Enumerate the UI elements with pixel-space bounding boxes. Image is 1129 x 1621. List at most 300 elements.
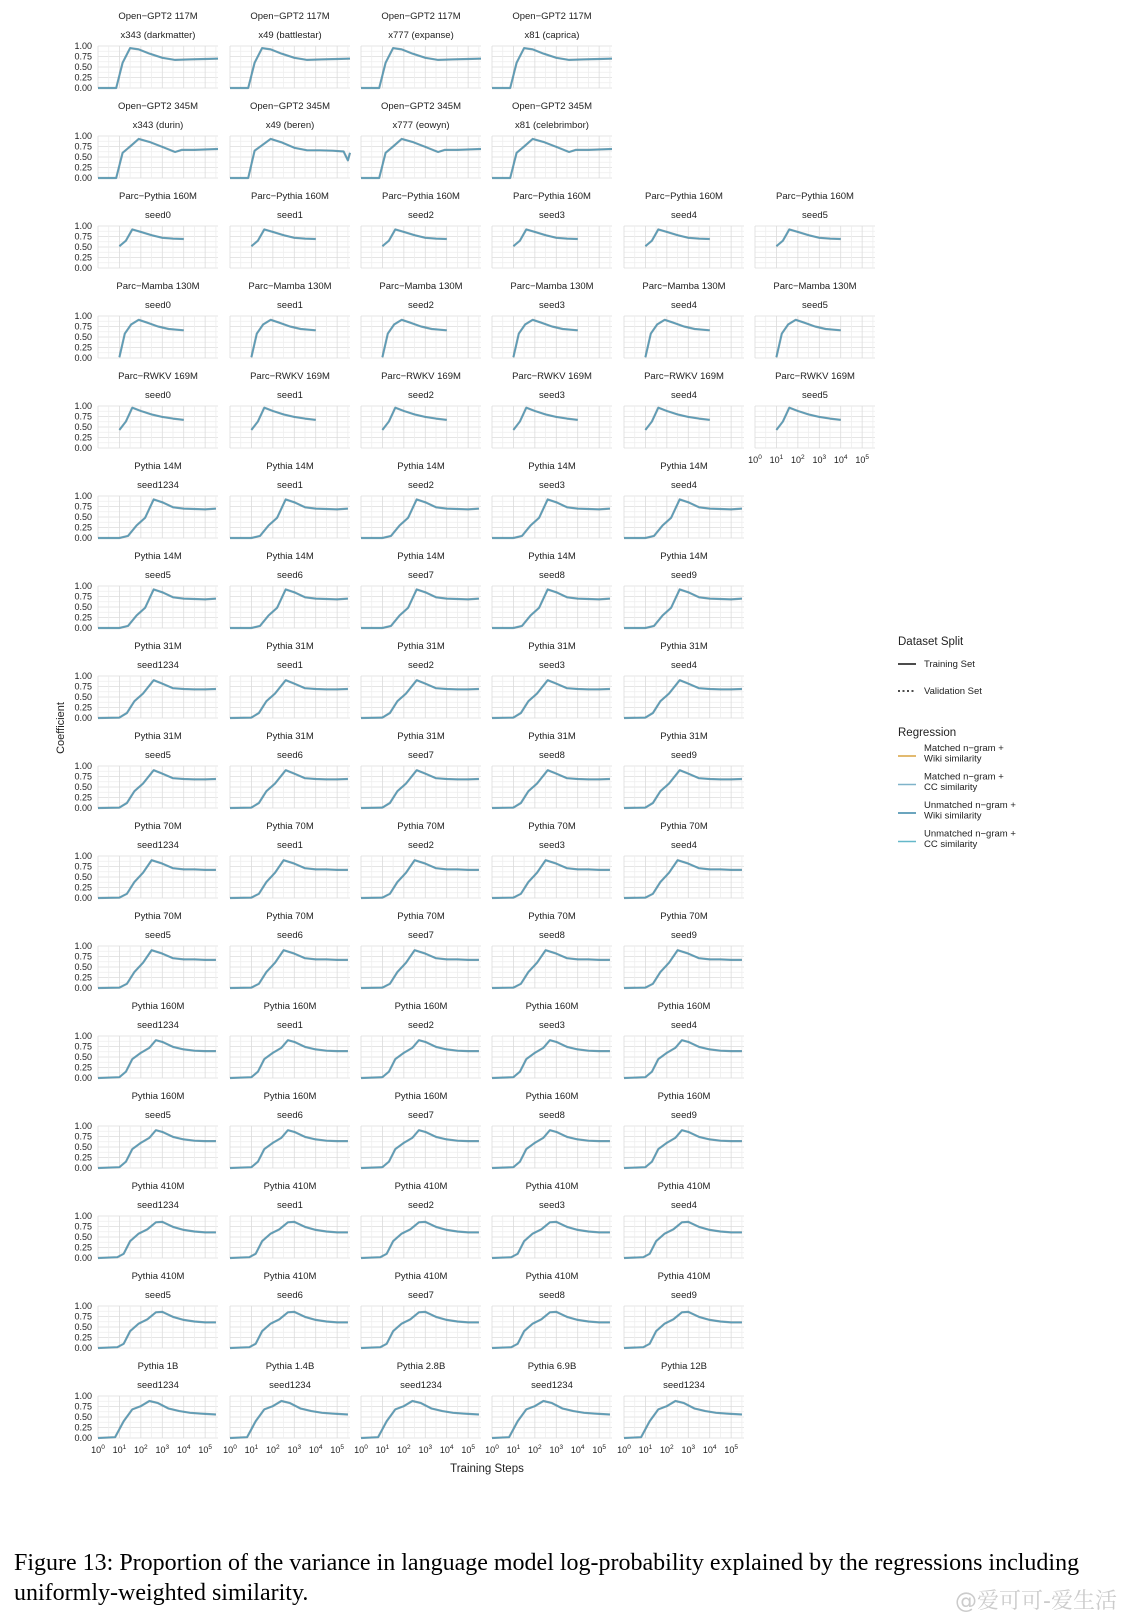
panel-seed-label: x343 (darkmatter) bbox=[120, 30, 196, 41]
y-tick-label: 1.00 bbox=[74, 131, 92, 141]
panel-seed-label: seed4 bbox=[671, 1020, 697, 1031]
y-tick-label: 0.50 bbox=[74, 692, 92, 702]
y-tick-label: 1.00 bbox=[74, 1211, 92, 1221]
panel-model-label: Pythia 410M bbox=[525, 1181, 579, 1192]
panel-model-label: Parc−Pythia 160M bbox=[119, 191, 197, 202]
panel-model-label: Pythia 14M bbox=[266, 461, 314, 472]
y-tick-label: 0.25 bbox=[74, 972, 92, 983]
facet-panel bbox=[230, 551, 350, 628]
facet-panel bbox=[492, 191, 612, 268]
y-tick-label: 0.75 bbox=[74, 321, 92, 332]
facet-panel bbox=[624, 281, 744, 358]
panel-model-label: Pythia 70M bbox=[134, 821, 182, 832]
panel-model-label: Pythia 70M bbox=[528, 911, 576, 922]
panel-model-label: Pythia 160M bbox=[525, 1001, 579, 1012]
y-tick-label: 1.00 bbox=[74, 1031, 92, 1041]
x-tick-label: $10^4$ bbox=[439, 1444, 454, 1455]
panel-seed-label: seed7 bbox=[408, 1110, 434, 1121]
facet-panel bbox=[230, 11, 350, 88]
panel-model-label: Pythia 410M bbox=[131, 1271, 185, 1282]
panel-model-label: Pythia 70M bbox=[266, 911, 314, 922]
panel-seed-label: seed8 bbox=[539, 570, 565, 581]
y-tick-label: 0.00 bbox=[74, 1343, 92, 1353]
panel-model-label: Parc−Mamba 130M bbox=[773, 281, 857, 292]
panel-model-label: Parc−RWKV 169M bbox=[250, 371, 330, 382]
y-tick-label: 1.00 bbox=[74, 1121, 92, 1131]
legend-regression-label: Wiki similarity bbox=[924, 810, 982, 822]
legend-regression-label: Matched n−gram + bbox=[924, 743, 1004, 754]
panel-model-label: Pythia 410M bbox=[394, 1181, 448, 1192]
y-tick-label: 0.50 bbox=[74, 872, 92, 882]
y-tick-label: 0.00 bbox=[74, 893, 92, 903]
panel-model-label: Pythia 410M bbox=[263, 1271, 317, 1282]
y-tick-label: 0.75 bbox=[74, 861, 92, 872]
y-tick-label: 0.00 bbox=[74, 803, 92, 813]
facet-panel bbox=[230, 821, 350, 898]
facet-panel bbox=[492, 281, 612, 358]
panel-model-label: Parc−Mamba 130M bbox=[642, 281, 726, 292]
y-tick-label: 0.75 bbox=[74, 501, 92, 512]
facet-row bbox=[74, 371, 875, 453]
panel-model-label: Pythia 31M bbox=[397, 641, 445, 652]
facet-panel bbox=[492, 1091, 612, 1168]
facet-panel bbox=[361, 101, 481, 178]
facet-panel bbox=[98, 641, 218, 718]
panel-seed-label: seed2 bbox=[408, 660, 434, 671]
x-tick-label: $10^4$ bbox=[833, 454, 848, 465]
y-tick-label: 1.00 bbox=[74, 491, 92, 501]
facet-panel bbox=[361, 1001, 481, 1078]
facet-row bbox=[74, 1181, 744, 1263]
panel-model-label: Pythia 31M bbox=[266, 731, 314, 742]
facet-panel bbox=[492, 1181, 612, 1258]
y-tick-label: 1.00 bbox=[74, 1301, 92, 1311]
panel-seed-label: x49 (beren) bbox=[265, 120, 315, 131]
y-tick-label: 0.75 bbox=[74, 1221, 92, 1232]
facet-panel bbox=[98, 11, 218, 88]
facet-panel bbox=[98, 1001, 218, 1078]
facet-panel bbox=[230, 1001, 350, 1078]
y-tick-label: 0.50 bbox=[74, 242, 92, 252]
y-tick-label: 0.00 bbox=[74, 1073, 92, 1083]
facet-row bbox=[74, 551, 744, 633]
panel-seed-label: seed7 bbox=[408, 570, 434, 581]
panel-model-label: Pythia 70M bbox=[660, 911, 708, 922]
panel-model-label: Pythia 12B bbox=[661, 1361, 707, 1372]
panel-seed-label: seed2 bbox=[408, 300, 434, 311]
panel-seed-label: seed1 bbox=[277, 210, 303, 221]
facet-panel bbox=[361, 731, 481, 808]
facet-panel bbox=[98, 911, 218, 988]
facet-panel bbox=[492, 371, 612, 448]
facet-panel bbox=[755, 191, 875, 268]
y-tick-label: 0.75 bbox=[74, 141, 92, 152]
facet-panel bbox=[624, 1271, 744, 1348]
y-tick-label: 0.00 bbox=[74, 1163, 92, 1173]
facet-panel bbox=[98, 461, 218, 538]
facet-panel bbox=[624, 1001, 744, 1078]
panel-model-label: Pythia 160M bbox=[657, 1001, 711, 1012]
x-tick-label: $10^0$ bbox=[223, 1444, 237, 1455]
legend-split-label: Validation Set bbox=[924, 686, 982, 697]
y-tick-label: 0.75 bbox=[74, 1131, 92, 1142]
facet-row bbox=[74, 101, 612, 183]
panel-model-label: Pythia 410M bbox=[263, 1181, 317, 1192]
facet-panel bbox=[361, 911, 481, 988]
y-tick-label: 0.75 bbox=[74, 1311, 92, 1322]
facet-panel bbox=[361, 1361, 481, 1438]
facet-panel bbox=[755, 281, 875, 358]
facet-panel bbox=[492, 641, 612, 718]
y-tick-label: 0.25 bbox=[74, 72, 92, 83]
panel-model-label: Open−GPT2 345M bbox=[511, 101, 593, 112]
panel-model-label: Pythia 14M bbox=[528, 551, 576, 562]
panel-seed-label: seed1234 bbox=[137, 660, 179, 671]
facet-panel bbox=[624, 731, 744, 808]
panel-model-label: Pythia 410M bbox=[131, 1181, 185, 1192]
facet-panel bbox=[755, 371, 875, 448]
legend-regression-label: CC similarity bbox=[924, 782, 978, 793]
y-tick-label: 0.75 bbox=[74, 591, 92, 602]
panel-seed-label: seed6 bbox=[277, 1110, 303, 1121]
panel-model-label: Pythia 70M bbox=[397, 911, 445, 922]
y-tick-label: 0.75 bbox=[74, 1401, 92, 1412]
facet-panel bbox=[624, 1091, 744, 1168]
facet-panel bbox=[624, 1361, 744, 1438]
facet-panel bbox=[624, 551, 744, 628]
panel-model-label: Pythia 14M bbox=[397, 461, 445, 472]
panel-seed-label: seed1234 bbox=[663, 1380, 705, 1391]
x-tick-label: $10^3$ bbox=[549, 1444, 564, 1455]
panel-seed-label: seed5 bbox=[802, 390, 828, 401]
panel-seed-label: seed7 bbox=[408, 930, 434, 941]
panel-model-label: Parc−RWKV 169M bbox=[644, 371, 724, 382]
x-tick-label: $10^2$ bbox=[660, 1444, 674, 1455]
y-tick-label: 0.00 bbox=[74, 1253, 92, 1263]
facet-panel bbox=[230, 281, 350, 358]
panel-seed-label: seed3 bbox=[539, 210, 565, 221]
x-tick-label: $10^2$ bbox=[397, 1444, 411, 1455]
panel-model-label: Pythia 160M bbox=[657, 1091, 711, 1102]
y-tick-label: 0.50 bbox=[74, 1322, 92, 1332]
panel-model-label: Open−GPT2 117M bbox=[118, 11, 198, 22]
y-tick-label: 0.25 bbox=[74, 792, 92, 803]
panel-model-label: Pythia 14M bbox=[397, 551, 445, 562]
y-tick-label: 0.50 bbox=[74, 332, 92, 342]
y-tick-label: 0.00 bbox=[74, 623, 92, 633]
panel-model-label: Parc−Mamba 130M bbox=[248, 281, 332, 292]
panel-model-label: Open−GPT2 345M bbox=[249, 101, 331, 112]
facet-row bbox=[74, 191, 875, 273]
facet-panel bbox=[492, 551, 612, 628]
x-tick-label: $10^0$ bbox=[354, 1444, 368, 1455]
x-tick-label: $10^1$ bbox=[506, 1444, 521, 1455]
panel-seed-label: seed4 bbox=[671, 390, 697, 401]
panel-seed-label: seed1 bbox=[277, 480, 303, 491]
panel-seed-label: seed1234 bbox=[531, 1380, 573, 1391]
panel-seed-label: seed2 bbox=[408, 840, 434, 851]
facet-panel bbox=[361, 1271, 481, 1348]
y-tick-label: 0.75 bbox=[74, 411, 92, 422]
facet-panel bbox=[230, 641, 350, 718]
y-tick-label: 0.50 bbox=[74, 1142, 92, 1152]
y-tick-label: 1.00 bbox=[74, 761, 92, 771]
y-tick-label: 0.75 bbox=[74, 771, 92, 782]
y-tick-label: 0.25 bbox=[74, 882, 92, 893]
y-tick-label: 0.75 bbox=[74, 951, 92, 962]
panel-model-label: Pythia 410M bbox=[525, 1271, 579, 1282]
facet-row bbox=[74, 1361, 744, 1443]
panel-seed-label: seed3 bbox=[539, 1200, 565, 1211]
panel-model-label: Pythia 31M bbox=[266, 641, 314, 652]
facet-panel bbox=[492, 1271, 612, 1348]
y-tick-label: 0.50 bbox=[74, 1052, 92, 1062]
panel-seed-label: seed1 bbox=[277, 660, 303, 671]
y-tick-label: 0.25 bbox=[74, 342, 92, 353]
panel-seed-label: seed4 bbox=[671, 1200, 697, 1211]
y-tick-label: 0.00 bbox=[74, 983, 92, 993]
panel-seed-label: seed4 bbox=[671, 480, 697, 491]
facet-panel bbox=[230, 1181, 350, 1258]
y-tick-label: 0.25 bbox=[74, 162, 92, 173]
y-tick-label: 0.25 bbox=[74, 1152, 92, 1163]
facet-panel bbox=[98, 1091, 218, 1168]
y-tick-label: 0.75 bbox=[74, 1041, 92, 1052]
panel-seed-label: x777 (expanse) bbox=[388, 30, 454, 41]
x-tick-label: $10^5$ bbox=[592, 1444, 606, 1455]
panel-seed-label: seed8 bbox=[539, 1290, 565, 1301]
panel-model-label: Pythia 70M bbox=[397, 821, 445, 832]
panel-model-label: Parc−Pythia 160M bbox=[382, 191, 460, 202]
panel-seed-label: seed0 bbox=[145, 300, 171, 311]
facet-panel bbox=[361, 1091, 481, 1168]
y-tick-label: 0.25 bbox=[74, 432, 92, 443]
legend-regression-label: CC similarity bbox=[924, 839, 978, 850]
panel-seed-label: seed1234 bbox=[137, 1200, 179, 1211]
panel-seed-label: seed1 bbox=[277, 300, 303, 311]
facet-row bbox=[74, 281, 875, 363]
panel-model-label: Pythia 70M bbox=[134, 911, 182, 922]
facet-panel bbox=[230, 731, 350, 808]
legend bbox=[898, 636, 1016, 850]
y-tick-label: 0.50 bbox=[74, 422, 92, 432]
facet-panel bbox=[230, 371, 350, 448]
panel-seed-label: seed9 bbox=[671, 930, 697, 941]
x-tick-label: $10^1$ bbox=[244, 1444, 259, 1455]
panel-seed-label: seed6 bbox=[277, 750, 303, 761]
x-tick-label: $10^5$ bbox=[198, 1444, 212, 1455]
x-tick-label: $10^4$ bbox=[308, 1444, 323, 1455]
facet-panel bbox=[492, 821, 612, 898]
facet-row bbox=[74, 1271, 744, 1353]
panel-seed-label: seed5 bbox=[145, 1290, 171, 1301]
x-axis-title: Training Steps bbox=[450, 1463, 524, 1475]
facet-panel bbox=[230, 1361, 350, 1438]
panel-seed-label: seed5 bbox=[145, 930, 171, 941]
facet-panel bbox=[624, 191, 744, 268]
y-tick-label: 1.00 bbox=[74, 671, 92, 681]
facet-panel bbox=[361, 371, 481, 448]
facet-panel bbox=[98, 101, 218, 178]
panel-seed-label: seed2 bbox=[408, 210, 434, 221]
facet-panel bbox=[624, 461, 744, 538]
panel-model-label: Pythia 160M bbox=[394, 1001, 448, 1012]
facet-panel bbox=[492, 911, 612, 988]
y-tick-label: 0.25 bbox=[74, 522, 92, 533]
facet-panel bbox=[230, 461, 350, 538]
facet-row bbox=[74, 461, 744, 543]
panel-model-label: Pythia 410M bbox=[657, 1271, 711, 1282]
panel-seed-label: seed1234 bbox=[137, 480, 179, 491]
y-tick-label: 0.00 bbox=[74, 83, 92, 93]
watermark: @爱可可-爱生活 bbox=[955, 1589, 1117, 1614]
panel-model-label: Pythia 31M bbox=[660, 731, 708, 742]
panel-model-label: Pythia 70M bbox=[660, 821, 708, 832]
legend-regression-label: Unmatched n−gram + bbox=[924, 828, 1016, 840]
facet-panel bbox=[492, 461, 612, 538]
panel-seed-label: x49 (battlestar) bbox=[258, 30, 322, 41]
y-axis-title: Coefficient bbox=[55, 702, 67, 754]
y-tick-label: 0.25 bbox=[74, 1422, 92, 1433]
facet-panel bbox=[624, 641, 744, 718]
panel-model-label: Parc−Pythia 160M bbox=[513, 191, 591, 202]
panel-seed-label: seed3 bbox=[539, 840, 565, 851]
panel-seed-label: seed4 bbox=[671, 210, 697, 221]
legend-regression-label: Unmatched n−gram + bbox=[924, 800, 1016, 811]
y-tick-label: 0.50 bbox=[74, 1412, 92, 1422]
panel-seed-label: x81 (celebrimbor) bbox=[515, 120, 589, 131]
panel-model-label: Pythia 31M bbox=[134, 641, 182, 652]
panel-seed-label: seed3 bbox=[539, 660, 565, 671]
facet-panel bbox=[624, 821, 744, 898]
panel-seed-label: seed5 bbox=[145, 750, 171, 761]
x-tick-label: $10^0$ bbox=[91, 1444, 105, 1455]
panel-model-label: Open−GPT2 117M bbox=[381, 11, 461, 22]
x-tick-label: $10^1$ bbox=[769, 454, 784, 465]
facet-row bbox=[74, 11, 612, 93]
x-tick-label: $10^5$ bbox=[461, 1444, 475, 1455]
panel-model-label: Parc−RWKV 169M bbox=[775, 371, 855, 382]
y-tick-label: 0.75 bbox=[74, 681, 92, 692]
panel-seed-label: seed8 bbox=[539, 750, 565, 761]
panel-model-label: Pythia 160M bbox=[263, 1001, 317, 1012]
x-tick-label: $10^3$ bbox=[812, 454, 827, 465]
panel-model-label: Open−GPT2 117M bbox=[250, 11, 330, 22]
panel-model-label: Pythia 160M bbox=[131, 1091, 185, 1102]
y-tick-label: 0.00 bbox=[74, 353, 92, 363]
y-tick-label: 0.50 bbox=[74, 62, 92, 72]
facet-row bbox=[74, 731, 744, 813]
y-tick-label: 0.00 bbox=[74, 443, 92, 453]
panel-model-label: Pythia 70M bbox=[266, 821, 314, 832]
facet-panel bbox=[492, 11, 612, 88]
panel-seed-label: seed5 bbox=[802, 300, 828, 311]
facet-panel bbox=[230, 1271, 350, 1348]
panel-model-label: Pythia 160M bbox=[525, 1091, 579, 1102]
panel-seed-label: seed0 bbox=[145, 210, 171, 221]
panel-model-label: Pythia 410M bbox=[394, 1271, 448, 1282]
y-tick-label: 0.25 bbox=[74, 252, 92, 263]
x-tick-label: $10^4$ bbox=[702, 1444, 717, 1455]
facet-panel bbox=[361, 551, 481, 628]
x-tick-label: $10^3$ bbox=[155, 1444, 170, 1455]
panel-model-label: Pythia 2.8B bbox=[396, 1361, 446, 1372]
panel-seed-label: seed5 bbox=[145, 570, 171, 581]
panel-model-label: Parc−Mamba 130M bbox=[379, 281, 463, 292]
facet-panel bbox=[98, 1361, 218, 1438]
panel-model-label: Pythia 160M bbox=[394, 1091, 448, 1102]
legend-split-label: Training Set bbox=[924, 659, 975, 670]
facet-panel bbox=[361, 641, 481, 718]
y-tick-label: 1.00 bbox=[74, 581, 92, 591]
figure-caption: Figure 13: Proportion of the variance in language model log-probability explained by the regressions including uniformly-weighted similarity. bbox=[14, 1550, 1080, 1606]
panel-model-label: Open−GPT2 345M bbox=[380, 101, 462, 112]
panel-seed-label: seed9 bbox=[671, 1290, 697, 1301]
x-tick-label: $10^1$ bbox=[638, 1444, 653, 1455]
y-tick-label: 0.75 bbox=[74, 231, 92, 242]
panel-seed-label: seed9 bbox=[671, 570, 697, 581]
facet-panel bbox=[98, 731, 218, 808]
facet-panel bbox=[624, 371, 744, 448]
y-tick-label: 0.00 bbox=[74, 263, 92, 273]
panel-seed-label: seed5 bbox=[145, 1110, 171, 1121]
x-tick-label: $10^0$ bbox=[748, 454, 762, 465]
panel-model-label: Open−GPT2 345M bbox=[117, 101, 199, 112]
facet-panel bbox=[361, 11, 481, 88]
facet-panel bbox=[230, 911, 350, 988]
panel-seed-label: seed3 bbox=[539, 1020, 565, 1031]
y-tick-label: 0.50 bbox=[74, 602, 92, 612]
y-tick-label: 0.50 bbox=[74, 512, 92, 522]
panel-seed-label: seed4 bbox=[671, 840, 697, 851]
panel-model-label: Pythia 410M bbox=[657, 1181, 711, 1192]
panel-seed-label: seed8 bbox=[539, 1110, 565, 1121]
panel-seed-label: seed1 bbox=[277, 1020, 303, 1031]
y-tick-label: 0.00 bbox=[74, 173, 92, 183]
facet-panel bbox=[230, 191, 350, 268]
y-tick-label: 0.25 bbox=[74, 1062, 92, 1073]
panel-seed-label: seed3 bbox=[539, 480, 565, 491]
y-tick-label: 1.00 bbox=[74, 1391, 92, 1401]
y-tick-label: 1.00 bbox=[74, 311, 92, 321]
panel-model-label: Parc−RWKV 169M bbox=[512, 371, 592, 382]
panel-seed-label: seed5 bbox=[802, 210, 828, 221]
y-tick-label: 1.00 bbox=[74, 221, 92, 231]
panel-model-label: Open−GPT2 117M bbox=[512, 11, 592, 22]
facet-panel bbox=[624, 1181, 744, 1258]
y-tick-label: 0.00 bbox=[74, 713, 92, 723]
y-tick-label: 1.00 bbox=[74, 851, 92, 861]
panel-model-label: Pythia 6.9B bbox=[527, 1361, 577, 1372]
y-tick-label: 0.25 bbox=[74, 702, 92, 713]
facet-panel bbox=[230, 1091, 350, 1168]
x-tick-label: $10^4$ bbox=[570, 1444, 585, 1455]
panel-model-label: Pythia 31M bbox=[528, 731, 576, 742]
panel-seed-label: seed1 bbox=[277, 390, 303, 401]
panel-seed-label: seed3 bbox=[539, 300, 565, 311]
facet-row bbox=[74, 1001, 744, 1083]
y-tick-label: 0.25 bbox=[74, 1332, 92, 1343]
panel-seed-label: x81 (caprica) bbox=[524, 30, 580, 41]
x-tick-label: $10^0$ bbox=[617, 1444, 631, 1455]
x-tick-label: $10^2$ bbox=[528, 1444, 542, 1455]
facet-row bbox=[74, 1091, 744, 1173]
panel-model-label: Pythia 160M bbox=[263, 1091, 317, 1102]
x-tick-label: $10^3$ bbox=[418, 1444, 433, 1455]
y-tick-label: 0.75 bbox=[74, 51, 92, 62]
panel-seed-label: seed3 bbox=[539, 390, 565, 401]
facet-row bbox=[74, 911, 744, 993]
